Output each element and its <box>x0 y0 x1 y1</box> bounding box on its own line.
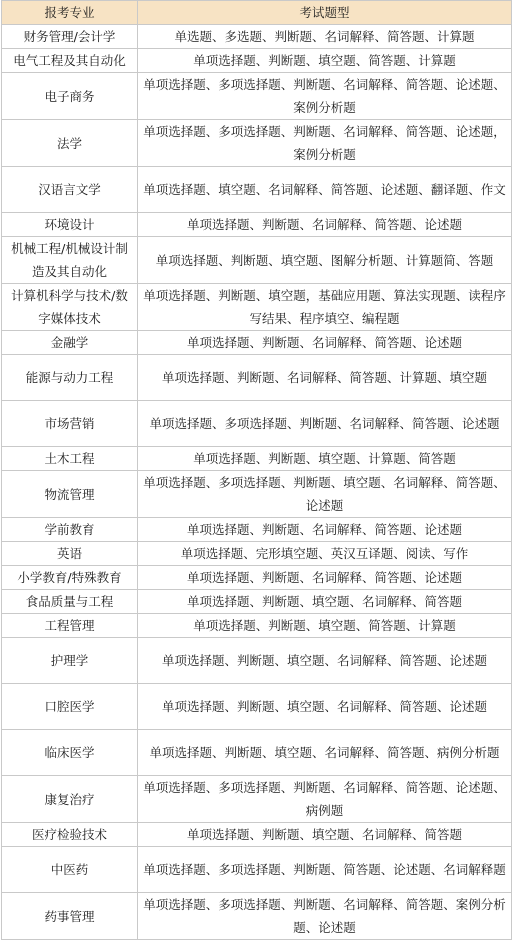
major-cell: 药事管理 <box>2 893 138 940</box>
exam-types-cell: 单项选择题、判断题、填空题、图解分析题、计算题简、答题 <box>138 237 512 284</box>
exam-types-cell: 单项选择题、多项选择题、判断题、简答题、论述题、名词解释题 <box>138 847 512 893</box>
exam-types-cell: 单项选择题、判断题、名词解释、简答题、论述题 <box>138 213 512 237</box>
exam-types-cell: 单项选择题、多项选择题、判断题、名词解释、简答题、论述题，案例分析题 <box>138 120 512 167</box>
header-major: 报考专业 <box>2 1 138 25</box>
exam-types-cell: 单项选择题、判断题、填空题，基础应用题、算法实现题、读程序写结果、程序填空、编程题 <box>138 284 512 331</box>
major-cell: 土木工程 <box>2 447 138 471</box>
major-cell: 环境设计 <box>2 213 138 237</box>
table-row <box>2 590 512 614</box>
table-row <box>2 684 512 730</box>
table-row <box>2 401 512 447</box>
table-row <box>2 518 512 542</box>
major-cell: 市场营销 <box>2 401 138 447</box>
table-row <box>2 73 512 120</box>
table-row <box>2 120 512 167</box>
exam-types-cell: 单项选择题、判断题、填空题、名词解释、简答题 <box>138 590 512 614</box>
exam-types-cell: 单项选择题、判断题、填空题、名词解释、简答题 <box>138 823 512 847</box>
major-cell: 法学 <box>2 120 138 167</box>
exam-types-cell: 单项选择题、多项选择题、判断题、名词解释、简答题、论述题、案例分析题 <box>138 73 512 120</box>
major-cell: 临床医学 <box>2 730 138 776</box>
exam-types-cell: 单项选择题、判断题、填空题、名词解释、简答题、论述题 <box>138 638 512 684</box>
exam-types-cell: 单项选择题、多项选择题、判断题、名词解释、简答题、论述题 <box>138 401 512 447</box>
table-row <box>2 471 512 518</box>
exam-types-cell: 单项选择题、多项选择题、判断题、填空题、名词解释、简答题、论述题 <box>138 471 512 518</box>
exam-types-cell: 单选题、多选题、判断题、名词解释、简答题、计算题 <box>138 25 512 49</box>
major-cell: 口腔医学 <box>2 684 138 730</box>
major-cell: 康复治疗 <box>2 776 138 823</box>
exam-types-cell: 单项选择题、多项选择题、判断题、名词解释、简答题、案例分析题、论述题 <box>138 893 512 940</box>
table-body <box>2 25 512 940</box>
major-cell: 物流管理 <box>2 471 138 518</box>
table-row <box>2 331 512 355</box>
table-row <box>2 25 512 49</box>
table-header-row <box>2 1 512 25</box>
exam-types-cell: 单项选择题、判断题、名词解释、简答题、论述题 <box>138 518 512 542</box>
table-row <box>2 730 512 776</box>
exam-types-cell: 单项选择题、多项选择题、判断题、名词解释、简答题、论述题、病例题 <box>138 776 512 823</box>
exam-types-cell: 单项选择题、判断题、名词解释、简答题、计算题、填空题 <box>138 355 512 401</box>
exam-types-table <box>1 0 512 940</box>
table-row <box>2 542 512 566</box>
exam-types-cell: 单项选择题、判断题、填空题、名词解释、简答题、病例分析题 <box>138 730 512 776</box>
major-cell: 能源与动力工程 <box>2 355 138 401</box>
major-cell: 电子商务 <box>2 73 138 120</box>
table-row <box>2 167 512 213</box>
exam-types-cell: 单项选择题、填空题、名词解释、简答题、论述题、翻译题、作文 <box>138 167 512 213</box>
table-row <box>2 49 512 73</box>
major-cell: 中医药 <box>2 847 138 893</box>
exam-types-cell: 单项选择题、判断题、填空题、简答题、计算题 <box>138 49 512 73</box>
table-row <box>2 447 512 471</box>
major-cell: 食品质量与工程 <box>2 590 138 614</box>
header-exam-types: 考试题型 <box>138 1 512 25</box>
table-row <box>2 823 512 847</box>
exam-types-cell: 单项选择题、判断题、名词解释、简答题、论述题 <box>138 331 512 355</box>
exam-types-cell: 单项选择题、判断题、填空题、计算题、简答题 <box>138 447 512 471</box>
table-row <box>2 776 512 823</box>
major-cell: 汉语言文学 <box>2 167 138 213</box>
table-row <box>2 893 512 940</box>
table-row <box>2 847 512 893</box>
table-row <box>2 355 512 401</box>
table-row <box>2 237 512 284</box>
exam-types-cell: 单项选择题、判断题、填空题、名词解释、简答题、论述题 <box>138 684 512 730</box>
exam-types-cell: 单项选择题、判断题、填空题、简答题、计算题 <box>138 614 512 638</box>
table-row <box>2 213 512 237</box>
exam-types-cell: 单项选择题、判断题、名词解释、简答题、论述题 <box>138 566 512 590</box>
major-cell: 医疗检验技术 <box>2 823 138 847</box>
major-cell: 学前教育 <box>2 518 138 542</box>
major-cell: 财务管理/会计学 <box>2 25 138 49</box>
major-cell: 小学教育/特殊教育 <box>2 566 138 590</box>
table-row <box>2 638 512 684</box>
major-cell: 工程管理 <box>2 614 138 638</box>
major-cell: 金融学 <box>2 331 138 355</box>
table-row <box>2 614 512 638</box>
major-cell: 护理学 <box>2 638 138 684</box>
major-cell: 英语 <box>2 542 138 566</box>
major-cell: 计算机科学与技术/数字媒体技术 <box>2 284 138 331</box>
exam-types-cell: 单项选择题、完形填空题、英汉互译题、阅读、写作 <box>138 542 512 566</box>
table-row <box>2 566 512 590</box>
major-cell: 电气工程及其自动化 <box>2 49 138 73</box>
major-cell: 机械工程/机械设计制造及其自动化 <box>2 237 138 284</box>
table-row <box>2 284 512 331</box>
